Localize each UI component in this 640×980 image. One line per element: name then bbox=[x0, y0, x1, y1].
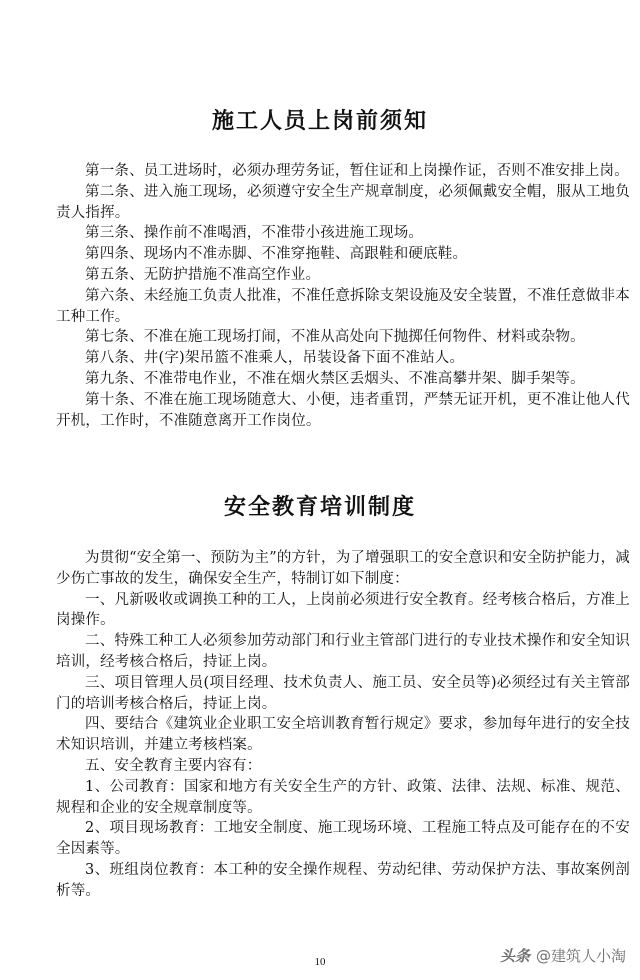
rule-paragraph: 第十条、不准在施工现场随意大、小便，违者重罚，严禁无证开机，更不准让他人代开机，工作时，不准随意离开工作岗位。 bbox=[56, 391, 630, 429]
policy-paragraph: 一、凡新吸收或调换工种的工人，上岗前必须进行安全教育。经考核合格后，方准上岗操作。 bbox=[56, 591, 630, 629]
watermark-brand: 头条 bbox=[499, 947, 530, 965]
page-number: 10 bbox=[314, 956, 326, 968]
policy-paragraph: 3、班组岗位教育：本工种的安全操作规程、劳动纪律、劳动保护方法、事故案例剖析等。 bbox=[56, 861, 630, 899]
rule-paragraph: 第二条、进入施工现场，必须遵守安全生产规章制度，必须佩戴安全帽，服从工地负责人指挥。 bbox=[56, 183, 630, 221]
policy-paragraph: 为贯彻“安全第一、预防为主”的方针，为了增强职工的安全意识和安全防护能力，减少伤亡事故的发生，确保安全生产，特制订如下制度： bbox=[56, 550, 630, 587]
policy-paragraph: 三、项目管理人员(项目经理、技术负责人、施工员、安全员等)必须经过有关主管部门的培训考核合格后，持证上岗。 bbox=[56, 674, 630, 712]
safety-training-body bbox=[56, 548, 630, 902]
rule-paragraph: 第一条、员工进场时，必须办理劳务证，暂住证和上岗操作证，否则不准安排上岗。 bbox=[85, 163, 629, 179]
section-title-safety-training: 安全教育培训制度 bbox=[223, 495, 416, 520]
policy-paragraph: 1、公司教育：国家和地方有关安全生产的方针、政策、法律、法规、标准、规范、规程和企业的安全规章制度等。 bbox=[56, 778, 630, 816]
prejob-notice-body bbox=[56, 161, 630, 431]
watermark bbox=[500, 946, 626, 966]
rule-paragraph: 第八条、井(字)架吊篮不准乘人，吊装设备下面不准站人。 bbox=[85, 350, 465, 367]
policy-paragraph: 2、项目现场教育：工地安全制度、施工现场环境、工程施工特点及可能存在的不安全因素等。 bbox=[56, 820, 630, 858]
rule-paragraph: 第三条、操作前不准喝酒，不准带小孩进施工现场。 bbox=[85, 225, 424, 242]
policy-paragraph: 二、特殊工种工人必须参加劳动部门和行业主管部门进行的专业技术操作和安全知识培训，经考核合格后，持证上岗。 bbox=[56, 633, 630, 670]
rule-paragraph: 第六条、未经施工负责人批准，不准任意拆除支架设施及安全装置，不准任意做非本工种工作。 bbox=[56, 287, 630, 325]
policy-paragraph: 四、要结合《建筑业企业职工安全培训教育暂行规定》要求，参加每年进行的安全技术知识培训，并建立考核档案。 bbox=[56, 716, 630, 754]
rule-paragraph: 第九条、不准带电作业，不准在烟火禁区丢烟头、不准高攀井架、脚手架等。 bbox=[85, 370, 585, 387]
section-title-prejob-notice: 施工人员上岗前须知 bbox=[211, 109, 428, 134]
rule-paragraph: 第七条、不准在施工现场打闹，不准从高处向下抛掷任何物件、材料或杂物。 bbox=[85, 329, 585, 346]
rule-paragraph: 第五条、无防护措施不准高空作业。 bbox=[85, 266, 321, 283]
watermark-account: @建筑人小淘 bbox=[535, 947, 626, 965]
rule-paragraph: 第四条、现场内不准赤脚、不准穿拖鞋、高跟鞋和硬底鞋。 bbox=[85, 246, 468, 263]
policy-paragraph: 五、安全教育主要内容有： bbox=[85, 757, 262, 774]
